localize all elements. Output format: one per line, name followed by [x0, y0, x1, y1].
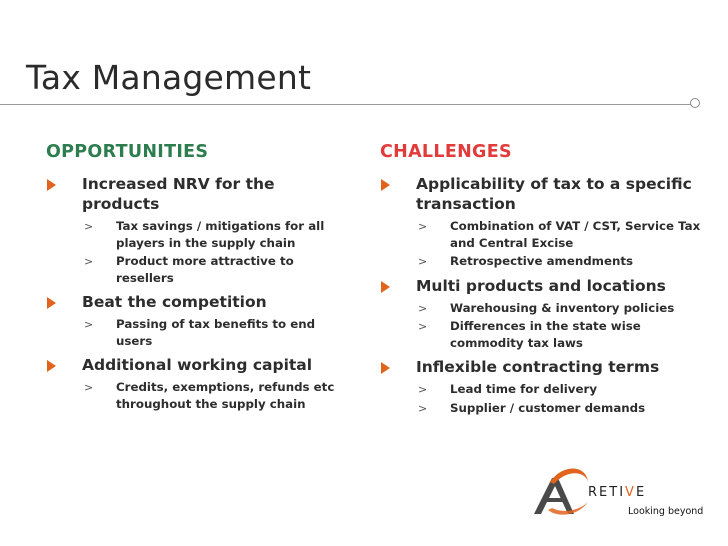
- challenge-subitem: [380, 253, 710, 270]
- opportunity-subitem: [46, 316, 346, 349]
- opportunity-subitem-text: Tax savings / mitigations for all players in the supply chain: [116, 219, 325, 250]
- opportunities-heading: OPPORTUNITIES: [46, 142, 209, 162]
- caret-bullet-icon: >: [418, 301, 428, 315]
- opportunity-subitem: [46, 253, 346, 286]
- challenge-subitem-text: Warehousing & inventory policies: [450, 300, 675, 315]
- opportunity-item-text: Increased NRV for the products: [82, 175, 275, 213]
- challenge-item: [380, 174, 710, 270]
- challenge-subitem-text: Combination of VAT / CST, Service Tax and Central Excise: [450, 219, 701, 250]
- opportunity-item: [46, 355, 346, 412]
- opportunity-subitem-text: Product more attractive to resellers: [116, 254, 294, 285]
- challenge-subitem-text: Lead time for delivery: [450, 382, 598, 396]
- challenge-subitem: [380, 218, 710, 251]
- bullet-triangle-icon: [47, 360, 56, 372]
- opportunity-item: [46, 292, 346, 349]
- caret-bullet-icon: >: [418, 383, 428, 396]
- bullet-triangle-icon: [47, 179, 56, 191]
- challenge-item-text: Multi products and locations: [416, 276, 666, 295]
- challenges-heading: CHALLENGES: [380, 142, 512, 162]
- opportunity-subitem-text: Passing of tax benefits to end users: [116, 317, 316, 348]
- logo-wordmark: [588, 485, 646, 500]
- bullet-triangle-icon: [381, 281, 390, 293]
- caret-bullet-icon: >: [84, 220, 94, 233]
- bullet-triangle-icon: [381, 362, 390, 374]
- challenge-subitem: [380, 300, 710, 317]
- opportunity-subitem: [46, 218, 346, 251]
- challenge-subitem: [380, 400, 710, 417]
- challenge-subitem-text: Supplier / customer demands: [450, 400, 646, 415]
- opportunity-item: [46, 174, 346, 286]
- logo-word-accent: V: [625, 485, 636, 500]
- divider-end-dot: [690, 98, 700, 108]
- opportunity-subitem: [46, 379, 346, 412]
- slide-title: Tax Management: [26, 58, 312, 97]
- challenge-subitem-text: Differences in the state wise commodity tax laws: [450, 319, 641, 350]
- caret-bullet-icon: >: [84, 255, 94, 268]
- challenge-subitem: [380, 318, 710, 351]
- title-divider: [0, 104, 696, 105]
- logo-tagline: Looking beyond: [628, 506, 704, 517]
- opportunities-column: [46, 142, 346, 418]
- challenges-column: [380, 142, 710, 422]
- opportunity-item-text: Additional working capital: [82, 356, 313, 374]
- caret-bullet-icon: >: [418, 220, 428, 233]
- caret-bullet-icon: >: [84, 318, 94, 331]
- opportunity-item-text: Beat the competition: [82, 293, 267, 311]
- caret-bullet-icon: >: [418, 401, 428, 415]
- company-logo: [528, 462, 723, 522]
- opportunity-subitem-text: Credits, exemptions, refunds etc throughout the supply chain: [116, 380, 335, 411]
- bullet-triangle-icon: [47, 297, 56, 309]
- challenge-subitem-text: Retrospective amendments: [450, 254, 634, 268]
- logo-word-part: RETI: [588, 485, 626, 500]
- challenge-item: [380, 357, 710, 416]
- bullet-triangle-icon: [381, 179, 390, 191]
- challenge-item: [380, 276, 710, 352]
- caret-bullet-icon: >: [418, 320, 428, 333]
- caret-bullet-icon: >: [84, 381, 94, 394]
- logo-word-part: E: [635, 485, 647, 500]
- challenge-subitem: [380, 381, 710, 398]
- challenge-item-text: Inflexible contracting terms: [416, 358, 660, 376]
- caret-bullet-icon: >: [418, 255, 428, 268]
- challenge-item-text: Applicability of tax to a specific transaction: [416, 175, 692, 213]
